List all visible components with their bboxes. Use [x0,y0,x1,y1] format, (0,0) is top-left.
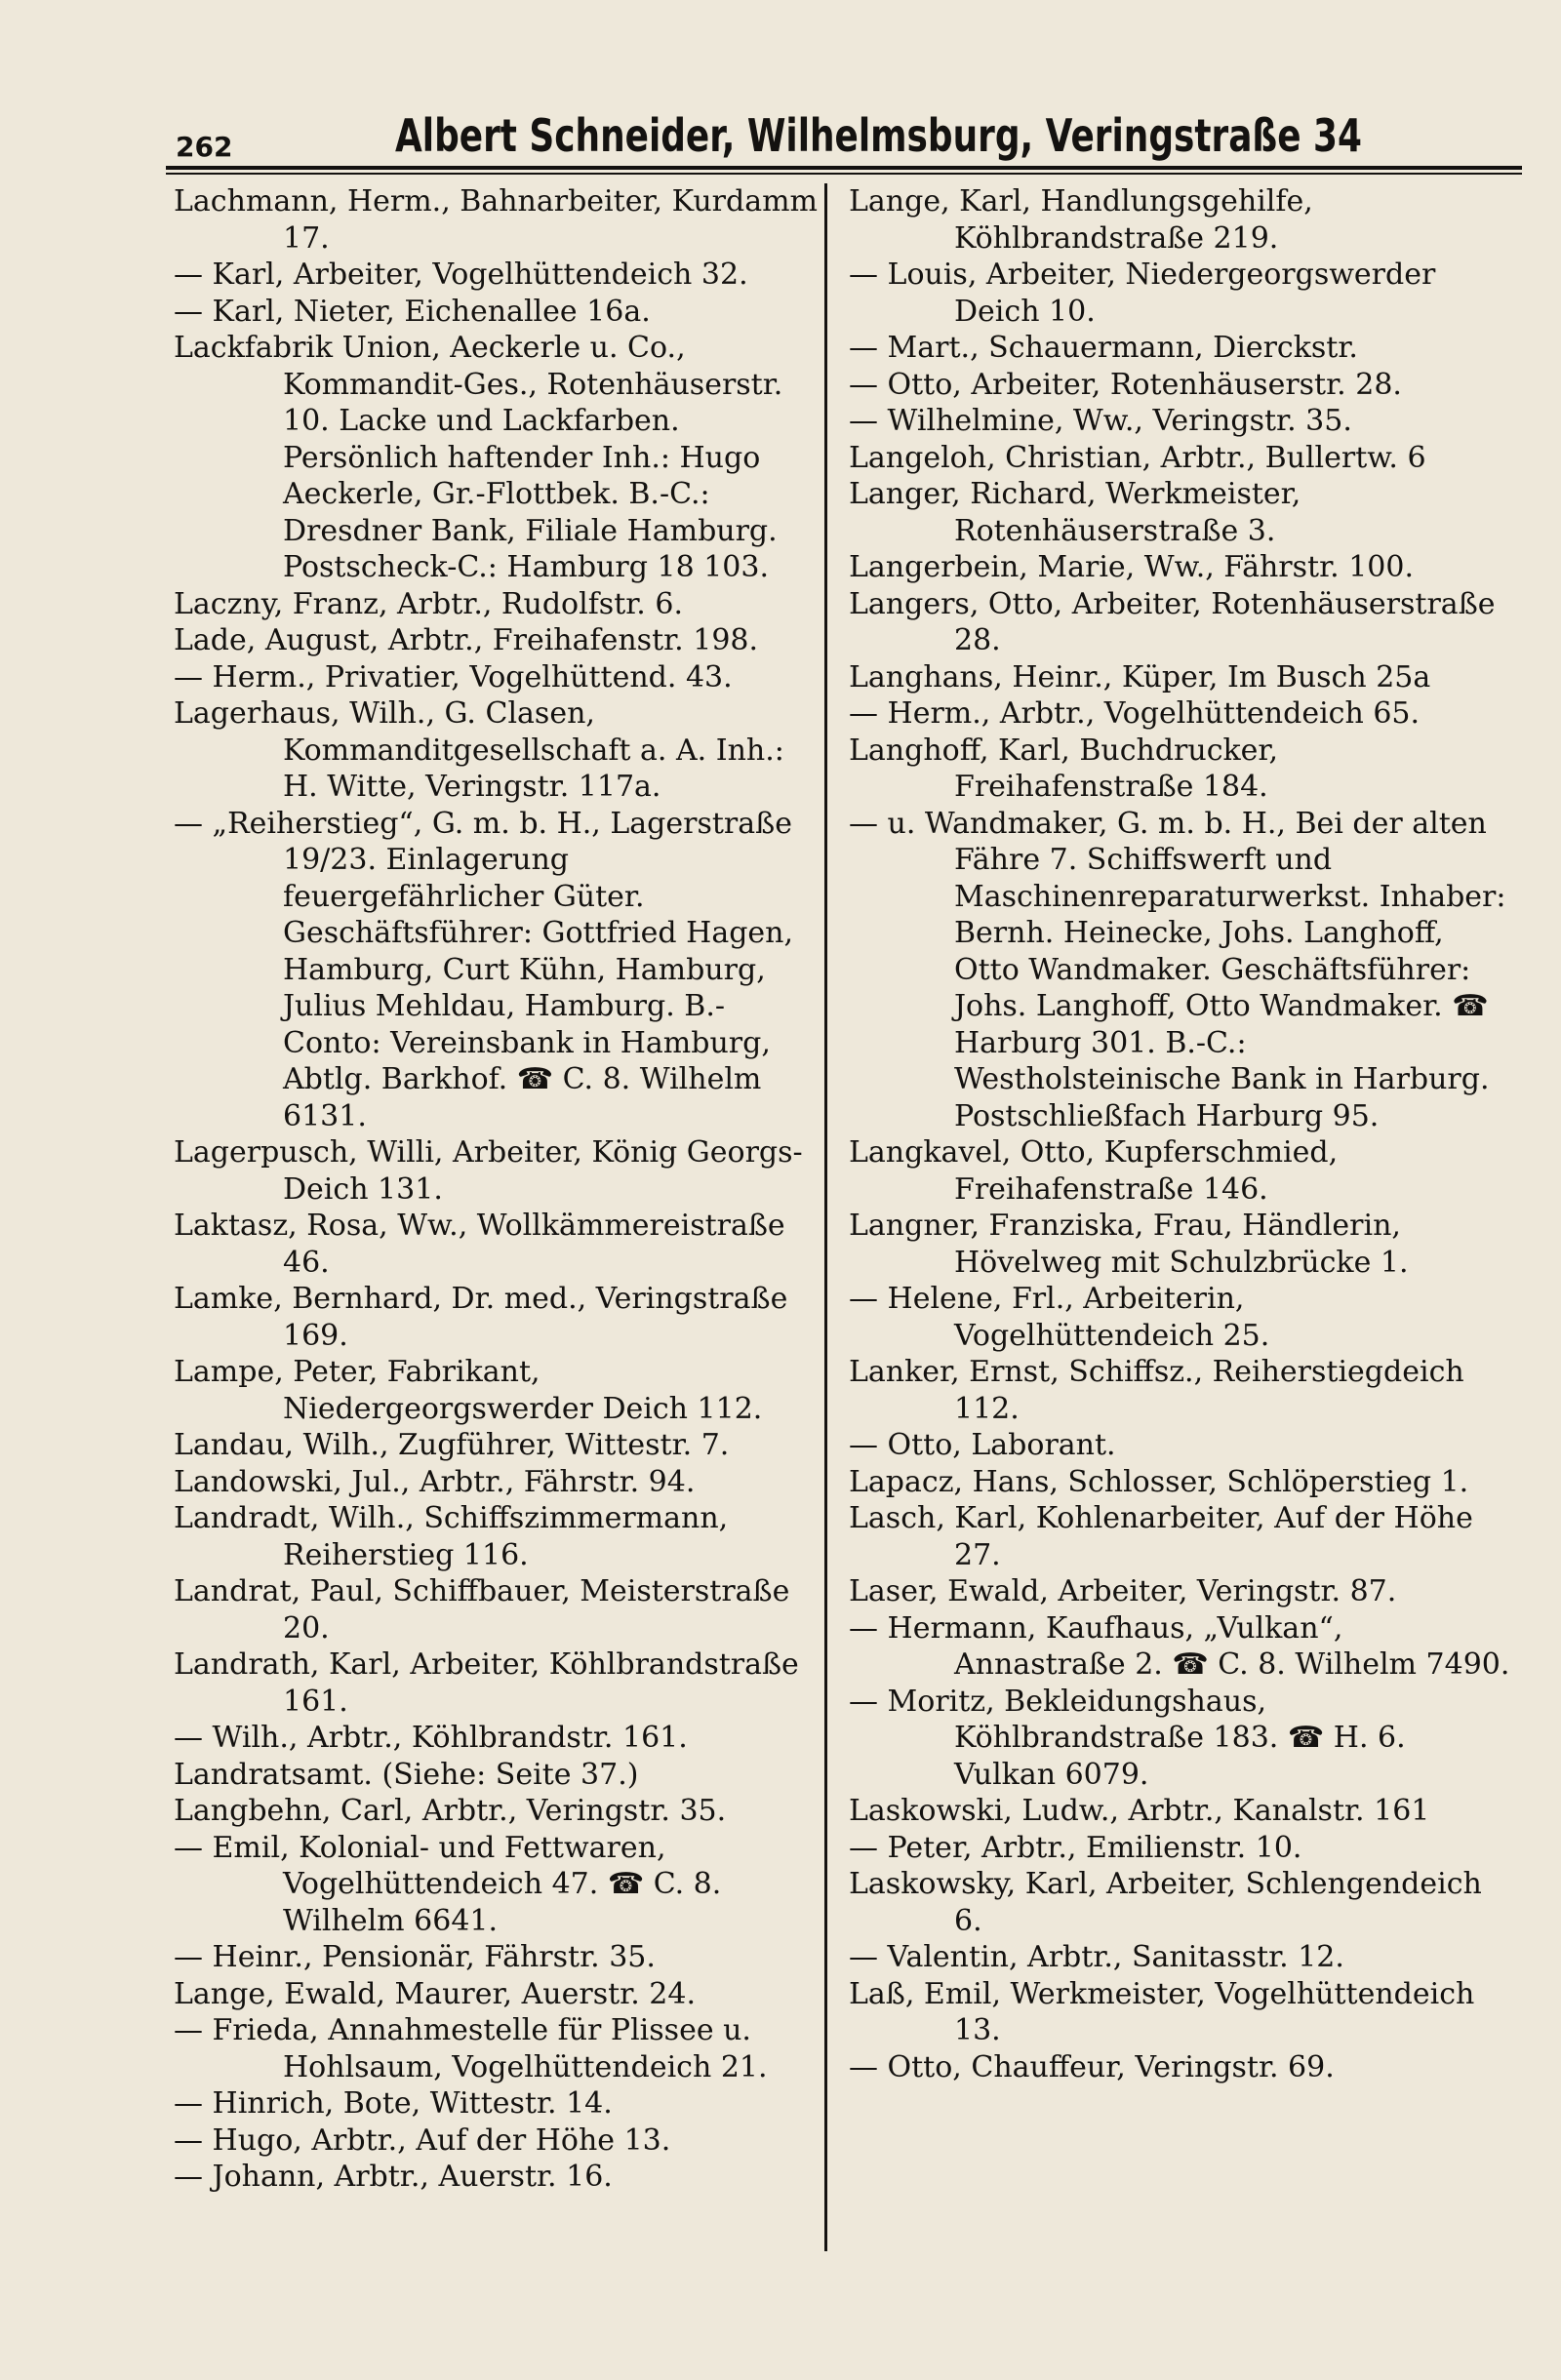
directory-entry: Langhoff, Karl, Buchdrucker, Freihafenstraße 184. [849,733,1288,804]
directory-entry: — „Reiherstieg“, G. m. b. H., Lagerstraße 19/23. Einlagerung feuergefährlicher Güter. Geschäftsführer: Gottfried Hagen, Hamburg, Curt Kühn, Hamburg, Julius Mehldau, Hamburg. B.-Conto: Vereinsbank in Hamburg, Abtlg. Barkhof. ☎ C. 8. Wilhelm 6131. [174,806,803,1133]
directory-entry: Lagerhaus, Wilh., G. Clasen, Kommanditgesellschaft a. A. Inh.: H. Witte, Veringstr. 117a. [174,696,794,804]
page-header [166,101,1502,170]
directory-entry: Lanker, Ernst, Schiffsz., Reiherstiegdeich 112. [849,1355,1474,1426]
directory-entry: Lange, Karl, Handlungsgehilfe, Köhlbrandstraße 219. [849,184,1323,256]
directory-entry: Laß, Emil, Werkmeister, Vogelhüttendeich 13. [849,1976,1484,2047]
directory-entry: — Louis, Arbeiter, Niedergeorgswerder Deich 10. [849,258,1445,329]
directory-entry: Langbehn, Carl, Arbtr., Veringstr. 35. [174,1794,727,1828]
running-title: Albert Schneider, Wilhelmsburg, Veringstraße 34 [395,109,1362,162]
directory-entry: Langeloh, Christian, Arbtr., Bullertw. 6 [849,440,1426,475]
left-column [174,183,827,2196]
directory-entry: — Hermann, Kaufhaus, „Vulkan“, Annastraße 2. ☎ C. 8. Wilhelm 7490. [849,1610,1510,1682]
page-number: 262 [176,131,233,163]
directory-entry: — Otto, Laborant. [849,1428,1116,1462]
directory-entry: — Otto, Arbeiter, Rotenhäuserstr. 28. [849,367,1402,402]
directory-entry: Lasch, Karl, Kohlenarbeiter, Auf der Höhe 27. [849,1501,1483,1572]
right-column [849,183,1516,2085]
directory-entry: — Herm., Privatier, Vogelhüttend. 43. [174,659,733,694]
directory-entry: — Karl, Arbeiter, Vogelhüttendeich 32. [174,258,748,292]
directory-entry: Langer, Richard, Werkmeister, Rotenhäuserstraße 3. [849,477,1310,548]
directory-entry: — u. Wandmaker, G. m. b. H., Bei der alten Fähre 7. Schiffswerft und Maschinenreparaturwerkst. Inhaber: Bernh. Heinecke, Johs. Langhoff, Otto Wandmaker. Geschäftsführer: Johs. Langhoff, Otto Wandmaker. ☎ Harburg 301. B.-C.: Westholsteinische Bank in Harburg. Postschließfach Harburg 95. [849,806,1516,1133]
directory-entry: Landowski, Jul., Arbtr., Fährstr. 94. [174,1464,696,1499]
directory-entry: Lamke, Bernhard, Dr. med., Veringstraße 169. [174,1282,797,1353]
directory-entry: — Heinr., Pensionär, Fährstr. 35. [174,1940,656,1974]
directory-entry: — Helene, Frl., Arbeiterin, Vogelhüttendeich 25. [849,1282,1270,1353]
directory-entry: — Hugo, Arbtr., Auf der Höhe 13. [174,2122,671,2158]
directory-entry: Landrath, Karl, Arbeiter, Köhlbrandstraße 161. [174,1647,809,1719]
directory-entry: Lade, August, Arbtr., Freihafenstr. 198. [174,623,759,657]
directory-entry: — Emil, Kolonial- und Fettwaren, Vogelhüttendeich 47. ☎ C. 8. Wilhelm 6641. [174,1830,731,1938]
directory-entry: — Karl, Nieter, Eichenallee 16a. [174,294,651,329]
directory-entry: Landrat, Paul, Schiffbauer, Meisterstraße 20. [174,1574,799,1646]
directory-entry: Langhans, Heinr., Küper, Im Busch 25a [849,659,1431,694]
directory-entry: Laktasz, Rosa, Ww., Wollkämmereistraße 46. [174,1209,795,1280]
directory-entry: Lapacz, Hans, Schlosser, Schlöperstieg 1. [849,1464,1469,1499]
header-rule [166,166,1522,175]
directory-entry: — Frieda, Annahmestelle für Plissee u. Hohlsaum, Vogelhüttendeich 21. [174,2013,768,2084]
directory-entry: Landau, Wilh., Zugführer, Wittestr. 7. [174,1428,730,1462]
directory-entry: Lackfabrik Union, Aeckerle u. Co., Kommandit-Ges., Rotenhäuserstr. 10. Lacke und Lackfarben. Persönlich haftender Inh.: Hugo Aeckerle, Gr.-Flottbek. B.-C.: Dresdner Bank, Filiale Hamburg. Postscheck-C.: Hamburg 18 103. [174,331,792,584]
directory-entry: Langkavel, Otto, Kupferschmied, Freihafenstraße 146. [849,1135,1347,1207]
directory-entry: — Johann, Arbtr., Auerstr. 16. [174,2160,613,2194]
directory-entry: Lagerpusch, Willi, Arbeiter, König Georgs-Deich 131. [174,1135,803,1207]
directory-entry: — Mart., Schauermann, Dierckstr. [849,331,1358,365]
directory-entry: — Herm., Arbtr., Vogelhüttendeich 65. [849,696,1421,731]
directory-entry: — Otto, Chauffeur, Veringstr. 69. [849,2049,1335,2084]
directory-entry: Laskowsky, Karl, Arbeiter, Schlengendeich 6. [849,1867,1492,1938]
directory-entry: Laskowski, Ludw., Arbtr., Kanalstr. 161 [849,1794,1430,1828]
directory-entry: Lachmann, Herm., Bahnarbeiter, Kurdamm 17. [174,184,827,256]
directory-entry: Lange, Ewald, Maurer, Auerstr. 24. [174,1976,696,2011]
directory-entry: — Peter, Arbtr., Emilienstr. 10. [849,1830,1302,1865]
directory-entry: — Valentin, Arbtr., Sanitasstr. 12. [849,1940,1344,1974]
directory-entry: Laser, Ewald, Arbeiter, Veringstr. 87. [849,1574,1397,1608]
column-divider [824,183,827,2251]
directory-entry: — Wilh., Arbtr., Köhlbrandstr. 161. [174,1721,688,1755]
directory-entry: Landratsamt. (Siehe: Seite 37.) [174,1757,639,1792]
directory-entry: Langers, Otto, Arbeiter, Rotenhäuserstraße 28. [849,586,1505,657]
directory-entry: Landradt, Wilh., Schiffszimmermann, Reiherstieg 116. [174,1501,738,1572]
directory-entry: Lampe, Peter, Fabrikant, Niedergeorgswerder Deich 112. [174,1355,763,1426]
directory-entry: — Hinrich, Bote, Wittestr. 14. [174,2086,613,2121]
directory-entry: Langner, Franziska, Frau, Händlerin, Hövelweg mit Schulzbrücke 1. [849,1209,1411,1280]
directory-entry: — Moritz, Bekleidungshaus, Köhlbrandstraße 183. ☎ H. 6. Vulkan 6079. [849,1684,1416,1792]
directory-entry: Langerbein, Marie, Ww., Fährstr. 100. [849,550,1414,584]
directory-entry: Laczny, Franz, Arbtr., Rudolfstr. 6. [174,586,683,621]
directory-entry: — Wilhelmine, Ww., Veringstr. 35. [849,404,1352,438]
